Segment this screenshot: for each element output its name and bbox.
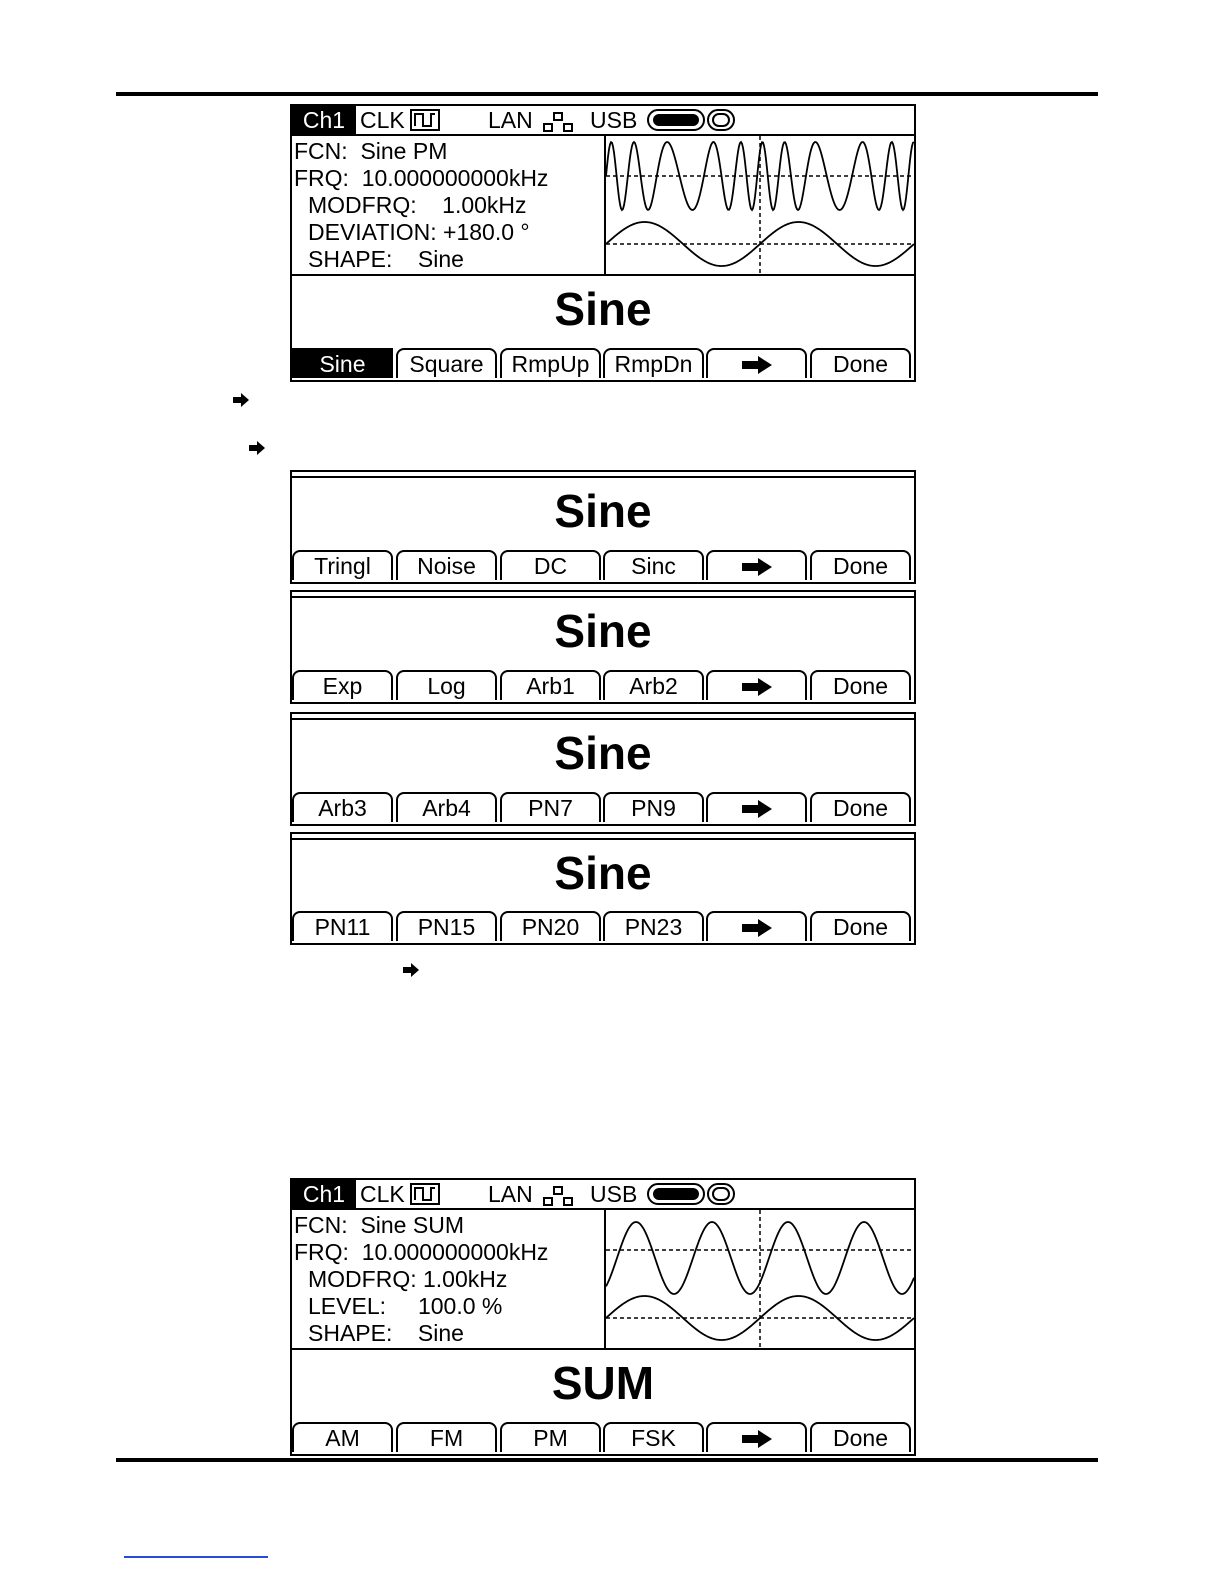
menu-title: Sine	[554, 283, 652, 335]
shape-line: SHAPE: Sine	[308, 1320, 464, 1346]
next-page-button[interactable]	[706, 670, 807, 700]
arrow-right-icon	[402, 962, 420, 978]
softkey-square-button[interactable]: Square	[396, 348, 497, 378]
softkey-row	[292, 550, 914, 582]
separator	[292, 718, 914, 720]
softkey-am-button[interactable]: AM	[292, 1422, 393, 1452]
lan-label: LAN	[488, 1181, 533, 1207]
arrow-right-icon	[740, 919, 774, 937]
softkey-fm-button[interactable]: FM	[396, 1422, 497, 1452]
softkey-row	[292, 1422, 914, 1454]
network-icon	[542, 1186, 576, 1206]
softkey-pn11-button[interactable]: PN11	[292, 911, 393, 941]
menu-page-2	[290, 590, 916, 704]
arrow-right-icon	[740, 800, 774, 818]
softkey-row	[292, 792, 914, 824]
softkey-arb3-button[interactable]: Arb3	[292, 792, 393, 822]
status-bar	[292, 106, 914, 136]
pm-waveform-graph	[606, 136, 914, 274]
arrow-right-icon	[740, 356, 774, 374]
square-wave-icon	[410, 109, 440, 131]
menu-page-1	[290, 470, 916, 584]
clk-label: CLK	[360, 107, 405, 133]
softkey-arb2-button[interactable]: Arb2	[603, 670, 704, 700]
shape-line: SHAPE: Sine	[308, 246, 464, 272]
menu-title: Sine	[554, 605, 652, 657]
square-wave-icon	[410, 1183, 440, 1205]
fcn-line: FCN: Sine PM	[294, 138, 448, 164]
softkey-tringl-button[interactable]: Tringl	[292, 550, 393, 580]
menu-page-4	[290, 832, 916, 945]
arrow-right-icon	[740, 1430, 774, 1448]
softkey-dc-button[interactable]: DC	[500, 550, 601, 580]
softkey-done-button[interactable]: Done	[810, 670, 911, 700]
next-page-button[interactable]	[706, 550, 807, 580]
next-page-button[interactable]	[706, 792, 807, 822]
waveform-preview	[606, 1210, 914, 1348]
status-bar	[292, 1180, 914, 1210]
network-icon	[542, 112, 576, 132]
parameter-panel	[292, 136, 606, 274]
softkey-row	[292, 670, 914, 702]
page-bottom-rule	[116, 1458, 1098, 1462]
softkey-fsk-button[interactable]: FSK	[603, 1422, 704, 1452]
generator-screen-pm	[290, 104, 916, 382]
softkey-sine-button[interactable]: Sine	[292, 348, 393, 378]
separator	[292, 596, 914, 598]
channel-indicator: Ch1	[292, 1180, 356, 1208]
frq-line: FRQ: 10.000000000kHz	[294, 165, 549, 191]
separator	[292, 476, 914, 478]
softkey-pm-button[interactable]: PM	[500, 1422, 601, 1452]
next-page-button[interactable]	[706, 1422, 807, 1452]
arrow-right-icon	[248, 440, 266, 456]
generator-screen-sum	[290, 1178, 916, 1456]
softkey-row	[292, 348, 914, 380]
arrow-right-icon	[740, 558, 774, 576]
menu-page-3	[290, 712, 916, 826]
waveform-preview	[606, 136, 914, 274]
footer-link-underline	[124, 1556, 268, 1558]
modfrq-line: MODFRQ: 1.00kHz	[308, 192, 527, 218]
deviation-line: DEVIATION: +180.0 °	[308, 219, 530, 245]
lan-label: LAN	[488, 107, 533, 133]
clk-label: CLK	[360, 1181, 405, 1207]
softkey-sinc-button[interactable]: Sinc	[603, 550, 704, 580]
next-page-button[interactable]	[706, 911, 807, 941]
softkey-row	[292, 911, 914, 943]
separator	[292, 838, 914, 840]
next-page-button[interactable]	[706, 348, 807, 378]
parameter-panel	[292, 1210, 606, 1348]
softkey-arb1-button[interactable]: Arb1	[500, 670, 601, 700]
modfrq-line: MODFRQ: 1.00kHz	[308, 1266, 508, 1292]
sum-waveform-graph	[606, 1210, 914, 1348]
channel-indicator: Ch1	[292, 106, 356, 134]
usb-device-icon	[646, 109, 736, 131]
menu-title: Sine	[554, 727, 652, 779]
softkey-pn15-button[interactable]: PN15	[396, 911, 497, 941]
page-top-rule	[116, 92, 1098, 96]
softkey-noise-button[interactable]: Noise	[396, 550, 497, 580]
softkey-done-button[interactable]: Done	[810, 550, 911, 580]
softkey-pn23-button[interactable]: PN23	[603, 911, 704, 941]
softkey-log-button[interactable]: Log	[396, 670, 497, 700]
menu-title: Sine	[554, 485, 652, 537]
separator	[292, 1348, 914, 1350]
softkey-pn7-button[interactable]: PN7	[500, 792, 601, 822]
softkey-done-button[interactable]: Done	[810, 911, 911, 941]
arrow-right-icon	[232, 392, 250, 408]
fcn-line: FCN: Sine SUM	[294, 1212, 464, 1238]
softkey-pn9-button[interactable]: PN9	[603, 792, 704, 822]
softkey-done-button[interactable]: Done	[810, 1422, 911, 1452]
frq-line: FRQ: 10.000000000kHz	[294, 1239, 549, 1265]
softkey-pn20-button[interactable]: PN20	[500, 911, 601, 941]
usb-label: USB	[590, 1181, 638, 1207]
usb-device-icon	[646, 1183, 736, 1205]
menu-title: Sine	[554, 847, 652, 899]
usb-label: USB	[590, 107, 638, 133]
softkey-done-button[interactable]: Done	[810, 792, 911, 822]
softkey-exp-button[interactable]: Exp	[292, 670, 393, 700]
softkey-arb4-button[interactable]: Arb4	[396, 792, 497, 822]
level-line: LEVEL: 100.0 %	[308, 1293, 503, 1319]
separator	[292, 274, 914, 276]
arrow-right-icon	[740, 678, 774, 696]
softkey-rmpup-button[interactable]: RmpUp	[500, 348, 601, 378]
softkey-rmpdn-button[interactable]: RmpDn	[603, 348, 704, 378]
menu-title: SUM	[551, 1357, 655, 1409]
softkey-done-button[interactable]: Done	[810, 348, 911, 378]
